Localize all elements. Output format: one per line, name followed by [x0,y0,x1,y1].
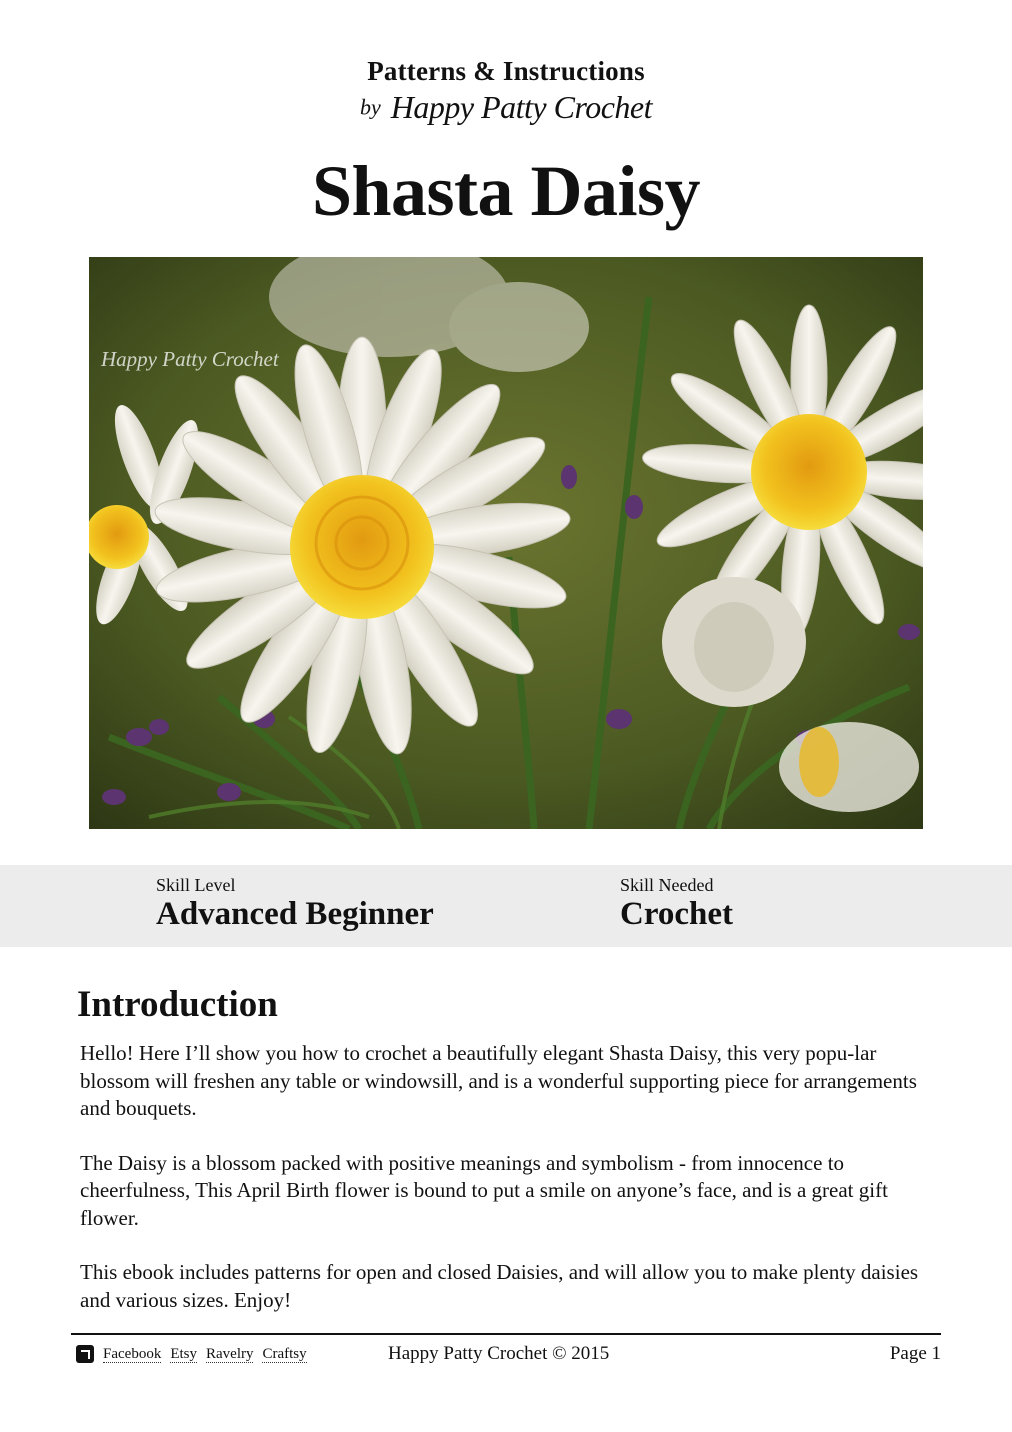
series-header [0,56,1012,129]
skill-needed [620,875,733,932]
skill-band [0,865,1012,947]
by-word: by [359,94,381,120]
intro-heading: Introduction [77,984,278,1025]
daisy-illustration [89,257,923,829]
brand-name: Happy Patty Crochet [390,89,652,125]
series-title: Patterns & Instructions [367,56,645,86]
skill-level-value: Advanced Beginner [156,896,434,932]
intro-paragraph: Hello! Here I’ll show you how to crochet a beautifully elegant Shasta Daisy, this very popu-lar blossom will freshen any table or windowsill, and is a wonderful supporting piece for arrangements and bouquets. [80,1041,917,1120]
skill-needed-value: Crochet [620,896,734,932]
craftsy-link[interactable]: Craftsy [262,1345,307,1362]
page-number: Page 1 [889,1343,941,1364]
hero-photo [89,257,923,829]
social-links [76,1345,307,1363]
document-title: Shasta Daisy [311,151,701,231]
photo-watermark: Happy Patty Crochet [101,347,279,371]
footer [76,1343,941,1369]
intro-body [80,1040,950,1341]
byline [0,89,1012,129]
intro-paragraph: This ebook includes patterns for open and closed Daisies, and will allow you to make plenty daisies and various sizes. Enjoy! [80,1260,919,1312]
skill-level-label: Skill Level [156,875,236,895]
copyright: Happy Patty Crochet © 2015 [388,1343,610,1364]
etsy-link[interactable]: Etsy [170,1345,197,1362]
share-icon [76,1345,94,1363]
intro-paragraph: The Daisy is a blossom packed with positive meanings and symbolism - from innocence to cheerfulness, This April Birth flower is bound to put a smile on anyone’s face, and is a great gift flower. [80,1150,888,1230]
facebook-link[interactable]: Facebook [103,1345,162,1362]
ravelry-link[interactable]: Ravelry [206,1345,254,1362]
skill-needed-label: Skill Needed [620,875,714,895]
footer-divider [71,1333,941,1335]
skill-level [156,875,434,932]
